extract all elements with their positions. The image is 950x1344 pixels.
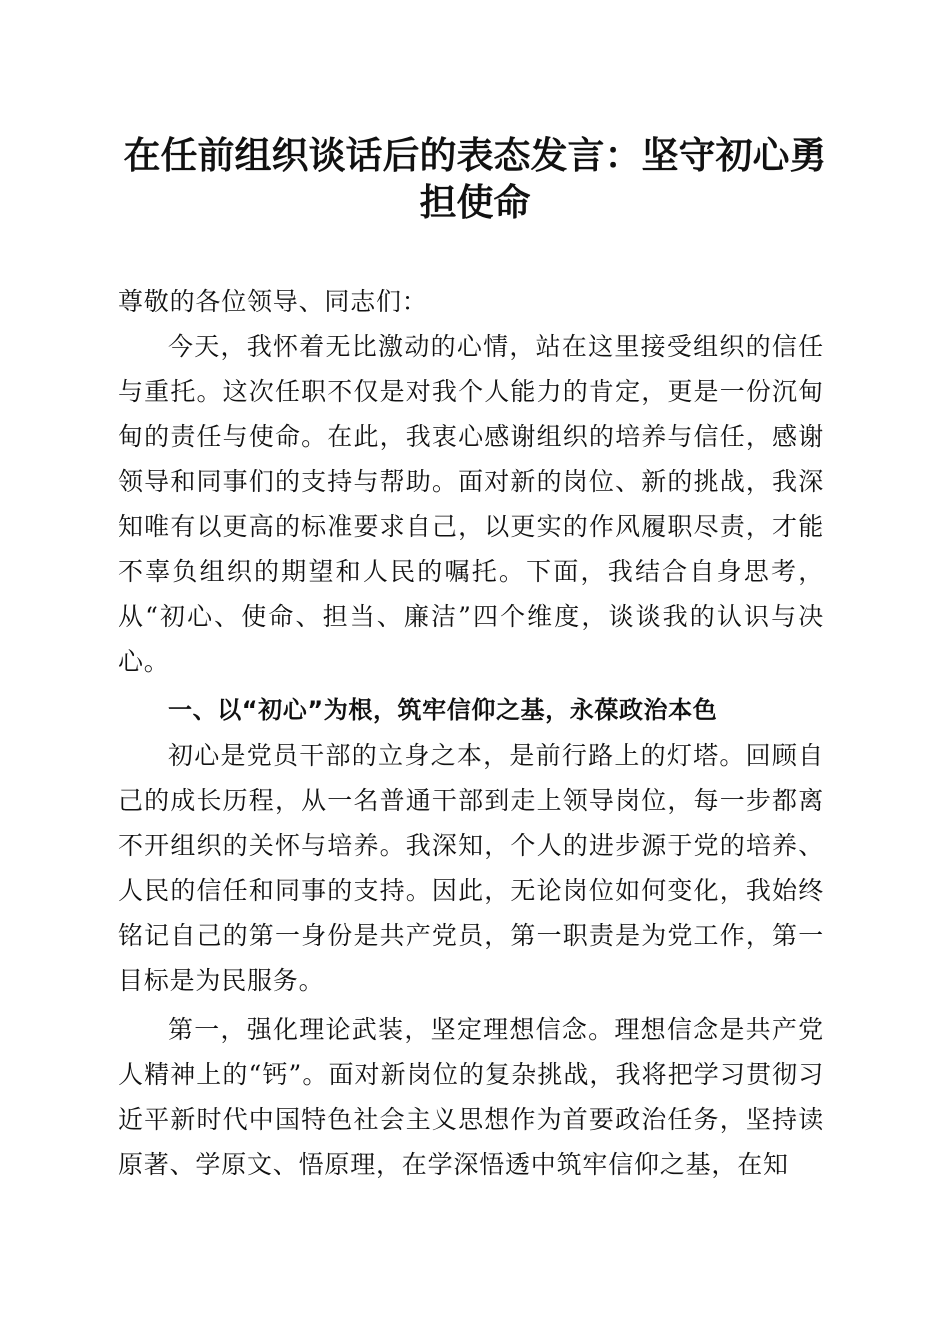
- document-title: 在任前组织谈话后的表态发言：坚守初心勇担使命: [123, 133, 827, 224]
- section-paragraph: 第一，强化理论武装，坚定理想信念。理想信念是共产党人精神上的“钙”。面对新岗位的复杂挑战，我将把学习贯彻习近平新时代中国特色社会主义思想作为首要政治任务，坚持读原著、学原文、悟原理，在学深悟透中筑牢信仰之基，在知: [118, 1015, 824, 1179]
- intro-paragraph: 今天，我怀着无比激动的心情，站在这里接受组织的信任与重托。这次任职不仅是对我个人能力的肯定，更是一份沉甸甸的责任与使命。在此，我衷心感谢组织的培养与信任，感谢领导和同事们的支持与帮助。面对新的岗位、新的挑战，我深知唯有以更高的标准要求自己，以更实的作风履职尽责，才能不辜负组织的期望和人民的嘱托。下面，我结合自身思考，从“初心、使命、担当、廉洁”四个维度，谈谈我的认识与决心。: [118, 332, 824, 676]
- document-body: [118, 279, 824, 1187]
- section-heading: 一、以“初心”为根，筑牢信仰之基，永葆政治本色: [168, 696, 718, 724]
- salutation: 尊敬的各位领导、同志们：: [118, 287, 428, 316]
- section-paragraph: 初心是党员干部的立身之本，是前行路上的灯塔。回顾自己的成长历程，从一名普通干部到走上领导岗位，每一步都离不开组织的关怀与培养。我深知，个人的进步源于党的培养、人民的信任和同事的支持。因此，无论岗位如何变化，我始终铭记自己的第一身份是共产党员，第一职责是为党工作，第一目标是为民服务。: [118, 741, 824, 995]
